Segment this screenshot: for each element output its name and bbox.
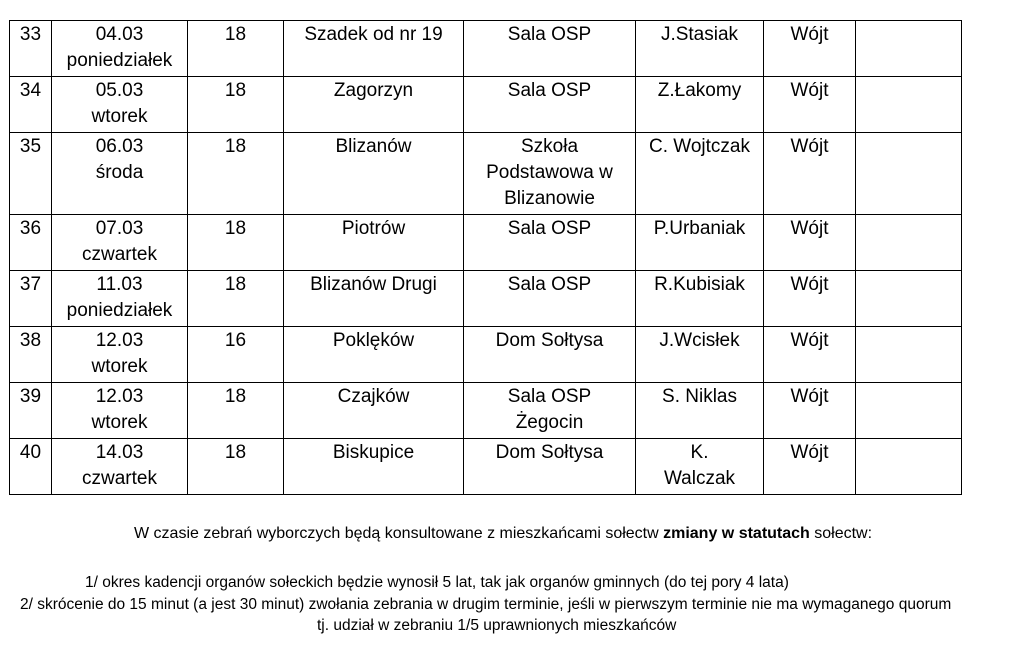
cell-empty bbox=[856, 77, 962, 133]
cell-village: Szadek od nr 19 bbox=[284, 21, 464, 77]
table-row bbox=[10, 133, 962, 215]
cell-empty bbox=[856, 271, 962, 327]
intro-text-end: sołectw: bbox=[809, 525, 873, 542]
cell-place: Sala OSP bbox=[464, 77, 636, 133]
cell-date: 07.03 czwartek bbox=[52, 215, 188, 271]
cell-date: 06.03 środa bbox=[52, 133, 188, 215]
cell-place: Sala OSP bbox=[464, 21, 636, 77]
cell-place: Sala OSP Żegocin bbox=[464, 383, 636, 439]
cell-date: 05.03 wtorek bbox=[52, 77, 188, 133]
cell-person: P.Urbaniak bbox=[636, 215, 764, 271]
table-row bbox=[10, 21, 962, 77]
cell-empty bbox=[856, 133, 962, 215]
cell-village: Biskupice bbox=[284, 439, 464, 495]
cell-number: 37 bbox=[10, 271, 52, 327]
cell-place: Szkoła Podstawowa w Blizanowie bbox=[464, 133, 636, 215]
cell-person: R.Kubisiak bbox=[636, 271, 764, 327]
note-point-1: 1/ okres kadencji organów sołeckich będzie wynosił 5 lat, tak jak organów gminnych (do tej pory 4 lata) bbox=[85, 574, 789, 591]
cell-empty bbox=[856, 439, 962, 495]
table-row bbox=[10, 77, 962, 133]
cell-person: J.Stasiak bbox=[636, 21, 764, 77]
cell-hour: 18 bbox=[188, 271, 284, 327]
cell-representative: Wójt bbox=[764, 77, 856, 133]
cell-date: 11.03 poniedziałek bbox=[52, 271, 188, 327]
note-point-3: tj. udział w zebraniu 1/5 uprawnionych mieszkańców bbox=[317, 617, 677, 634]
cell-representative: Wójt bbox=[764, 383, 856, 439]
cell-place: Sala OSP bbox=[464, 215, 636, 271]
cell-place: Sala OSP bbox=[464, 271, 636, 327]
cell-person: C. Wojtczak bbox=[636, 133, 764, 215]
cell-empty bbox=[856, 383, 962, 439]
intro-bold-text: zmiany w statutach bbox=[663, 525, 810, 542]
note-point-2: 2/ skrócenie do 15 minut (a jest 30 minut) zwołania zebrania w drugim terminie, jeśli w pierwszym terminie nie ma wymaganego quorum bbox=[20, 596, 952, 613]
cell-person: K. Walczak bbox=[636, 439, 764, 495]
cell-village: Blizanów Drugi bbox=[284, 271, 464, 327]
notes-intro bbox=[134, 525, 872, 543]
cell-number: 38 bbox=[10, 327, 52, 383]
cell-person: S. Niklas bbox=[636, 383, 764, 439]
cell-hour: 18 bbox=[188, 439, 284, 495]
table-row bbox=[10, 215, 962, 271]
cell-hour: 18 bbox=[188, 77, 284, 133]
table-row bbox=[10, 327, 962, 383]
table-row bbox=[10, 439, 962, 495]
cell-person: J.Wcisłek bbox=[636, 327, 764, 383]
table-body bbox=[10, 21, 962, 495]
cell-number: 35 bbox=[10, 133, 52, 215]
cell-village: Blizanów bbox=[284, 133, 464, 215]
cell-representative: Wójt bbox=[764, 215, 856, 271]
cell-hour: 18 bbox=[188, 133, 284, 215]
cell-village: Poklęków bbox=[284, 327, 464, 383]
cell-number: 34 bbox=[10, 77, 52, 133]
cell-person: Z.Łakomy bbox=[636, 77, 764, 133]
cell-hour: 18 bbox=[188, 21, 284, 77]
cell-representative: Wójt bbox=[764, 271, 856, 327]
cell-hour: 18 bbox=[188, 383, 284, 439]
cell-village: Zagorzyn bbox=[284, 77, 464, 133]
cell-empty bbox=[856, 21, 962, 77]
cell-number: 40 bbox=[10, 439, 52, 495]
cell-hour: 18 bbox=[188, 215, 284, 271]
cell-place: Dom Sołtysa bbox=[464, 327, 636, 383]
cell-number: 33 bbox=[10, 21, 52, 77]
cell-hour: 16 bbox=[188, 327, 284, 383]
cell-representative: Wójt bbox=[764, 439, 856, 495]
cell-village: Piotrów bbox=[284, 215, 464, 271]
cell-place: Dom Sołtysa bbox=[464, 439, 636, 495]
cell-representative: Wójt bbox=[764, 327, 856, 383]
cell-representative: Wójt bbox=[764, 21, 856, 77]
cell-number: 36 bbox=[10, 215, 52, 271]
cell-date: 04.03 poniedziałek bbox=[52, 21, 188, 77]
cell-empty bbox=[856, 215, 962, 271]
cell-representative: Wójt bbox=[764, 133, 856, 215]
cell-village: Czajków bbox=[284, 383, 464, 439]
cell-date: 12.03 wtorek bbox=[52, 383, 188, 439]
cell-empty bbox=[856, 327, 962, 383]
table-row bbox=[10, 383, 962, 439]
table-row bbox=[10, 271, 962, 327]
cell-date: 12.03 wtorek bbox=[52, 327, 188, 383]
cell-number: 39 bbox=[10, 383, 52, 439]
meeting-schedule-table bbox=[9, 20, 962, 495]
cell-date: 14.03 czwartek bbox=[52, 439, 188, 495]
intro-text: W czasie zebrań wyborczych będą konsultowane z mieszkańcami sołectw bbox=[134, 525, 664, 542]
